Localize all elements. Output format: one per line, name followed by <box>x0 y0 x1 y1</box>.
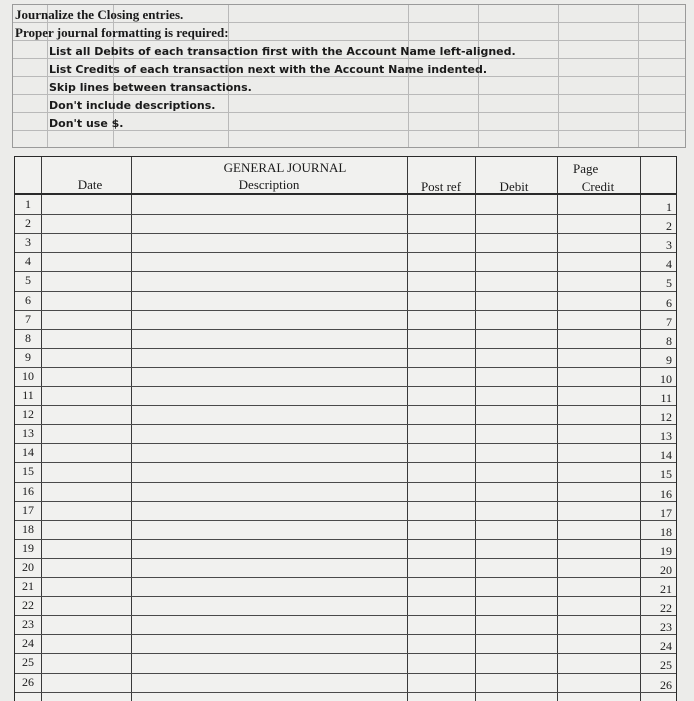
column-header-date: Date <box>77 177 103 192</box>
row-divider <box>15 558 676 559</box>
row-number-right: 5 <box>666 276 672 290</box>
row-number-left: 13 <box>22 426 34 440</box>
row-divider <box>15 501 676 502</box>
row-number-right: 6 <box>666 296 672 310</box>
row-number-right: 11 <box>660 391 672 405</box>
row-divider <box>15 653 676 654</box>
row-number-left: 17 <box>22 503 34 517</box>
row-number-left: 26 <box>22 675 34 689</box>
row-number-right: 25 <box>660 658 672 672</box>
row-number-left: 23 <box>22 617 34 631</box>
instruction-item: List all Debits of each transaction first with the Account Name left-aligned. <box>49 45 516 58</box>
row-number-left: 9 <box>25 350 31 364</box>
row-number-left: 6 <box>25 293 31 307</box>
row-number-right: 18 <box>660 525 672 539</box>
row-divider <box>15 329 676 330</box>
row-divider <box>15 634 676 635</box>
column-header-debit: Debit <box>499 179 529 194</box>
general-journal-table <box>14 156 677 701</box>
row-number-left: 4 <box>25 254 31 268</box>
row-number-right: 23 <box>660 620 672 634</box>
row-divider <box>15 692 676 693</box>
row-number-right: 12 <box>660 410 672 424</box>
row-divider <box>15 310 676 311</box>
row-number-left: 8 <box>25 331 31 345</box>
row-divider <box>15 252 676 253</box>
row-divider <box>15 462 676 463</box>
row-divider <box>15 615 676 616</box>
row-number-left: 11 <box>22 388 34 402</box>
row-divider <box>15 386 676 387</box>
instruction-item: Don't use $. <box>49 117 124 130</box>
instruction-item: Skip lines between transactions. <box>49 81 252 94</box>
row-number-left: 15 <box>22 464 34 478</box>
instruction-item: Don't include descriptions. <box>49 99 216 112</box>
row-divider <box>15 482 676 483</box>
row-number-left: 22 <box>22 598 34 612</box>
row-number-left: 14 <box>22 445 34 459</box>
row-divider <box>15 271 676 272</box>
row-divider <box>15 520 676 521</box>
row-number-right: 1 <box>666 200 672 214</box>
row-number-right: 14 <box>660 448 672 462</box>
row-number-left: 2 <box>25 216 31 230</box>
row-number-left: 21 <box>22 579 34 593</box>
row-number-left: 12 <box>22 407 34 421</box>
row-number-right: 16 <box>660 487 672 501</box>
row-divider <box>15 539 676 540</box>
row-number-right: 20 <box>660 563 672 577</box>
row-number-left: 16 <box>22 484 34 498</box>
row-number-left: 10 <box>22 369 34 383</box>
row-number-left: 18 <box>22 522 34 536</box>
row-divider <box>15 577 676 578</box>
row-number-right: 3 <box>666 238 672 252</box>
row-number-right: 2 <box>666 219 672 233</box>
row-number-left: 20 <box>22 560 34 574</box>
row-number-right: 15 <box>660 467 672 481</box>
row-number-left: 19 <box>22 541 34 555</box>
row-divider <box>15 233 676 234</box>
row-number-left: 25 <box>22 655 34 669</box>
row-number-right: 7 <box>666 315 672 329</box>
row-divider <box>15 367 676 368</box>
row-number-right: 24 <box>660 639 672 653</box>
row-number-right: 21 <box>660 582 672 596</box>
page-label: Page <box>573 161 599 176</box>
column-header-post-ref: Post ref <box>420 179 462 194</box>
row-divider <box>15 348 676 349</box>
row-number-right: 17 <box>660 506 672 520</box>
row-number-right: 13 <box>660 429 672 443</box>
row-number-right: 9 <box>666 353 672 367</box>
row-number-right: 19 <box>660 544 672 558</box>
row-number-right: 4 <box>666 257 672 271</box>
column-header-credit: Credit <box>581 179 615 194</box>
instructions-subtitle: Proper journal formatting is required: <box>15 25 229 40</box>
row-number-left: 3 <box>25 235 31 249</box>
row-number-right: 8 <box>666 334 672 348</box>
row-divider <box>15 291 676 292</box>
row-number-right: 10 <box>660 372 672 386</box>
row-divider <box>15 673 676 674</box>
instruction-item: List Credits of each transaction next with the Account Name indented. <box>49 63 488 76</box>
instructions-panel <box>12 4 686 148</box>
row-divider <box>15 596 676 597</box>
instructions-title: Journalize the Closing entries. <box>15 7 184 22</box>
row-number-left: 24 <box>22 636 34 650</box>
row-divider <box>15 424 676 425</box>
row-divider <box>15 443 676 444</box>
column-header-description: Description <box>238 177 300 192</box>
row-number-right: 22 <box>660 601 672 615</box>
row-number-left: 5 <box>25 273 31 287</box>
row-divider <box>15 214 676 215</box>
row-divider <box>15 405 676 406</box>
journal-title: GENERAL JOURNAL <box>223 160 347 175</box>
row-number-left: 7 <box>25 312 31 326</box>
row-number-left: 1 <box>25 197 31 211</box>
row-number-right: 26 <box>660 678 672 692</box>
